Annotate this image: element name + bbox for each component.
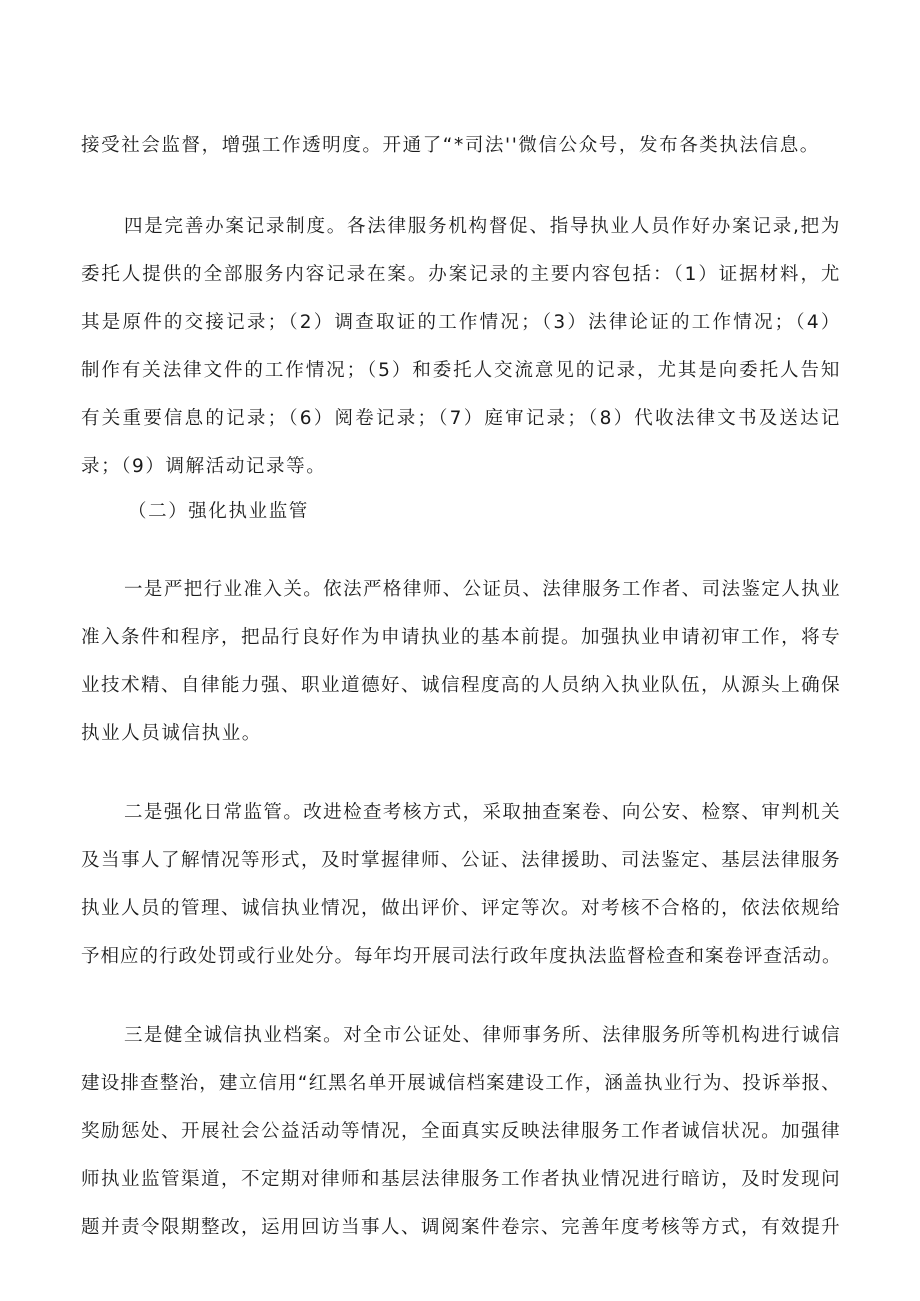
paragraph-line: 奖励惩处、开展社会公益活动等情况，全面真实反映法律服务工作者诚信状况。加强律 <box>81 1121 841 1142</box>
paragraph-line: 予相应的行政处罚或行业处分。每年均开展司法行政年度执法监督检查和案卷评查活动。 <box>81 946 842 967</box>
paragraph-line: 师执业监管渠道，不定期对律师和基层法律服务工作者执业情况进行暗访，及时发现问 <box>81 1169 841 1190</box>
paragraph-line: 委托人提供的全部服务内容记录在案。办案记录的主要内容包括：（1）证据材料，尤 <box>81 264 841 285</box>
paragraph-line: 二是强化日常监管。改进检查考核方式，采取抽查案卷、向公安、检察、审判机关 <box>124 802 841 823</box>
paragraph-line: 有关重要信息的记录；（6）阅卷记录；（7）庭审记录；（8）代收法律文书及送达记 <box>81 408 841 429</box>
paragraph-line: 接受社会监督，增强工作透明度。开通了“*司法''微信公众号，发布各类执法信息。 <box>81 135 820 156</box>
paragraph-line: 录；（9）调解活动记录等。 <box>81 456 327 477</box>
paragraph-line: 执业人员的管理、诚信执业情况，做出评价、评定等次。对考核不合格的，依法依规给 <box>81 898 841 919</box>
paragraph-line: 业技术精、自律能力强、职业道德好、诚信程度高的人员纳入执业队伍，从源头上确保 <box>81 675 841 696</box>
paragraph-line: 三是健全诚信执业档案。对全市公证处、律师事务所、法律服务所等机构进行诚信 <box>124 1025 841 1046</box>
paragraph-line: 及当事人了解情况等形式，及时掌握律师、公证、法律援助、司法鉴定、基层法律服务 <box>81 850 841 871</box>
paragraph-line: 准入条件和程序，把品行良好作为申请执业的基本前提。加强执业申请初审工作，将专 <box>81 627 841 648</box>
paragraph-line: 其是原件的交接记录；（2）调查取证的工作情况；（3）法律论证的工作情况；（4） <box>81 312 841 333</box>
paragraph-line: 制作有关法律文件的工作情况；（5）和委托人交流意见的记录，尤其是向委托人告知 <box>81 360 841 381</box>
paragraph-line: 一是严把行业准入关。依法严格律师、公证员、法律服务工作者、司法鉴定人执业 <box>124 579 841 600</box>
paragraph-line: 四是完善办案记录制度。各法律服务机构督促、指导执业人员作好办案记录,把为 <box>124 216 841 237</box>
section-heading: （二）强化执业监管 <box>128 501 309 522</box>
paragraph-line: 建设排查整治，建立信用“红黑名单开展诚信档案建设工作，涵盖执业行为、投诉举报、 <box>81 1073 841 1094</box>
paragraph-line: 执业人员诚信执业。 <box>81 723 262 744</box>
paragraph-line: 题并责令限期整改，运用回访当事人、调阅案件卷宗、完善年度考核等方式，有效提升 <box>81 1217 841 1238</box>
